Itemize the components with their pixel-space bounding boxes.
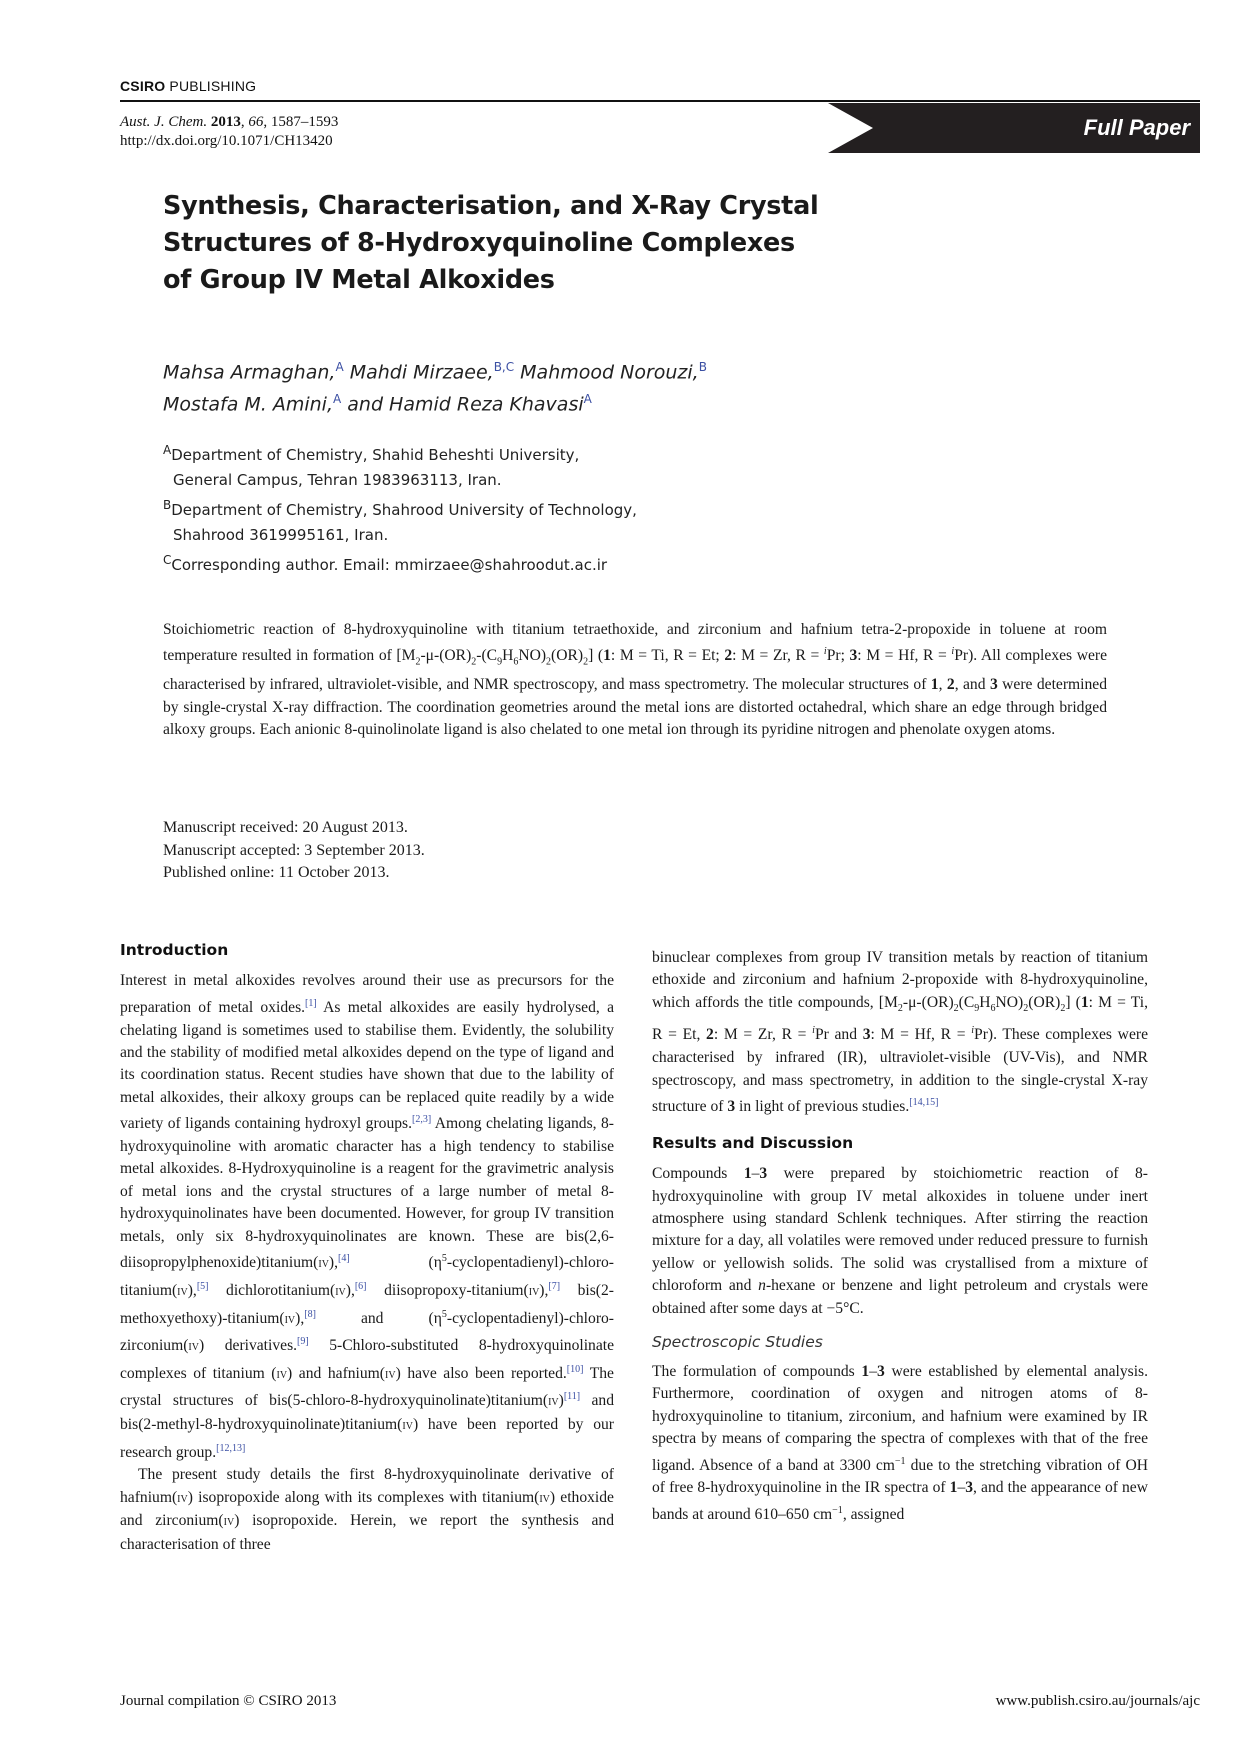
subsection-heading-spectroscopic: Spectroscopic Studies [652, 1333, 823, 1352]
abstract: Stoichiometric reaction of 8-hydroxyquinoline with titanium tetraethoxide, and zirconium and hafnium tetra-2-propoxide in toluene at room temperature resulted in formation of $[M_2-\mu-(OR)_2-(C_9H_6NO)_2(OR)_2]$ (1: M = Ti, R = Et; 2: M = Zr, R = $^i$Pr; 3: M = Hf, R = $^i$Pr). All complexes were characterised by infrared, ultraviolet-visible, and NMR spectroscopy, and mass spectrometry. The molecular structures of 1, 2, and 3 were determined by single-crystal X-ray diffraction. The coordination geometries around the metal ions are distorted octahedral, which share an edge through bridged alkoxy groups. Each anionic 8-quinolinolate ligand is also chelated to one metal ion through its pyridine nitrogen and phenolate oxygen atoms. [163, 621, 1107, 738]
section-heading-introduction: Introduction [120, 941, 229, 959]
author-list: Mahsa Armaghan,$^A$ Mahdi Mirzaee,$^{B,C}$ Mahmood Norouzi,$^B$ Mostafa M. Amini,$^A$ and Hamid Reza Khavasi$^A$ [163, 360, 707, 416]
affiliations: $^A$Department of Chemistry, Shahid Beheshti University, General Campus, Tehran 1983963113, Iran. $^B$Department of Chemistry, Shahrood University of Technology, Shahrood 3619995161, Iran. $^C$Corresponding author. Email: mmirzaee@shahroodut.ac.ir [163, 443, 637, 574]
intro-paragraph-2: The present study details the first 8-hydroxyquinolinate derivative of hafnium(iv) isopropoxide along with its complexes with titanium(iv) ethoxide and zirconium(iv) isopropoxide. Herein, we report the synthesis and characterisation of three [120, 1466, 615, 1553]
article-type-label: Full Paper [1083, 115, 1190, 140]
spectroscopic-paragraph: The formulation of compounds 1–3 were established by elemental analysis. Furthermore, coordination of oxygen and nitrogen atoms of 8-hydroxyquinoline to titanium, zirconium, and hafnium were examined by IR spectra by means of comparing the spectra of complexes with that of the free ligand. Absence of a band at 3300 $cm^{-1}$ due to the stretching vibration of OH of free 8-hydroxyquinoline in the IR spectra of 1–3, and the appearance of new bands at around 610–650 $cm^{-1}$, assigned [652, 1362, 1148, 1523]
publisher-name: CSIRO PUBLISHING [120, 78, 257, 94]
intro-continuation: binuclear complexes from group IV transition metals by reaction of titanium ethoxide and zirconium and hafnium 2-propoxide with 8-hydroxyquinoline, which affords the title compounds, $[M_2-\mu-(OR)_2(C_9H_6NO)_2(OR)_2]$ (1: M = Ti, R = Et, 2: M = Zr, R = $^i$Pr and 3: M = Hf, R = $^i$Pr). These complexes were characterised by infrared (IR), ultraviolet-visible (UV-Vis), and NMR spectroscopy, and mass spectrometry, in addition to the single-crystal X-ray structure of 3 in light of previous studies.[14,15] [652, 949, 1148, 1116]
doi-link[interactable]: http://dx.doi.org/10.1071/CH13420 [120, 133, 333, 149]
section-heading-results: Results and Discussion [652, 1133, 854, 1152]
article-title: Synthesis, Characterisation, and X-Ray Crystal Structures of 8-Hydroxyquinoline Complexes of Group IV Metal Alkoxides [163, 191, 819, 295]
manuscript-dates: Manuscript received: 20 August 2013. Manuscript accepted: 3 September 2013. Published online: 11 October 2013. [163, 819, 425, 881]
right-column [652, 947, 1148, 1526]
intro-paragraph-1: Interest in metal alkoxides revolves around their use as precursors for the preparation of metal oxides.[1] As metal alkoxides are easily hydrolysed, a chelating ligand is sometimes used to stabilise them. Evidently, the solubility and the stability of modified metal alkoxides depend on the type of ligand and its coordination status. Recent studies have shown that due to the lability of metal alkoxides, their alkoxy groups can be replaced quite readily by a wide variety of ligands containing hydroxyl groups.[2,3] Among chelating ligands, 8-hydroxyquinoline with aromatic character has a high tendency to stabilise metal alkoxides. 8-Hydroxyquinoline is a reagent for the gravimetric analysis of metal ions and the crystal structures of a large number of metal 8-hydroxyquinolinates have been documented. However, for group IV transition metals, only six 8-hydroxyquinolinates are known. These are bis(2,6-diisopropylphenoxide)titanium(iv),[4] $(\eta^5-cyclopentadienyl)-chloro-titanium(iv),[5]$ dichlorotitanium(iv),[6] diisopropoxy-titanium(iv),[7] bis(2-methoxyethoxy)-titanium(iv),[8] and $(\eta^5-cyclopentadienyl)-chloro-zirconium(iv)$ derivatives.[9] 5-Chloro-substituted 8-hydroxyquinolinate complexes of titanium (iv) and hafnium(iv) have also been reported.[10] The crystal structures of bis(5-chloro-8-hydroxyquinolinate)titanium(iv)[11] and bis(2-methyl-8-hydroxyquinolinate)titanium(iv) have been reported by our research group.[12,13] [120, 972, 615, 1461]
footer-journal-url[interactable]: www.publish.csiro.au/journals/ajc [995, 1693, 1200, 1709]
citation: Aust. J. Chem. 2013, 66, 1587–1593 http://dx.doi.org/10.1071/CH13420 [120, 114, 339, 149]
corresponding-email: Corresponding author. Email: mmirzaee@shahroodut.ac.ir [171, 556, 608, 574]
left-column [120, 939, 614, 1556]
header-rule [120, 100, 1200, 102]
footer-copyright: Journal compilation © CSIRO 2013 [120, 1693, 337, 1709]
results-paragraph: Compounds 1–3 were prepared by stoichiometric reaction of 8-hydroxyquinoline with group IV metal alkoxides in toluene under inert atmosphere using standard Schlenk techniques. After stirring the reaction mixture for a day, all volatiles were removed under reduced pressure to furnish yellow or yellowish solids. The solid was crystallised from a mixture of chloroform and n-hexane or benzene and light petroleum and crystals were obtained after some days at −5°C. [652, 1165, 1149, 1317]
